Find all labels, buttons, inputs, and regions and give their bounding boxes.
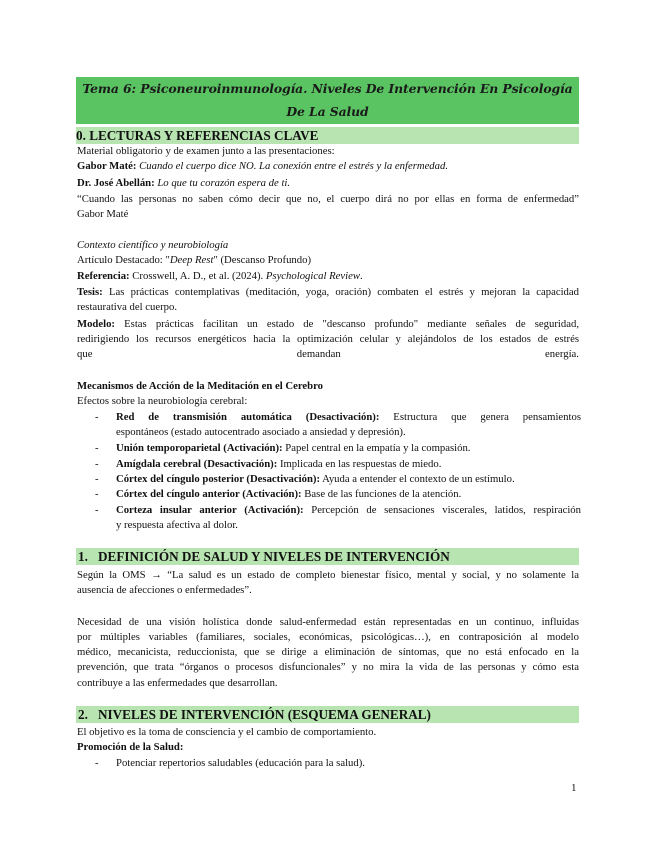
holistic-para-line-1: Necesidad de una visión holística donde salud-enfermedad están representadas en un continuo, influidas xyxy=(77,616,579,628)
promotion-heading: Promoción de la Salud: xyxy=(77,741,184,753)
materials-intro: Material obligatorio y de examen junto a las presentaciones: xyxy=(77,145,335,157)
holistic-para-line-4: prevención, que trata “órganos o procesos disfuncionales” y no mira la vida de las personas y cómo esta xyxy=(77,661,579,673)
holistic-para-line-2: por múltiples variables (familiares, sociales, económicas, psicológicas…), en contraposición al modelo xyxy=(77,631,579,643)
featured-article: Artículo Destacado: "Deep Rest" (Descanso Profundo) xyxy=(77,254,311,266)
objective-text: El objetivo es la toma de consciencia y el cambio de comportamiento. xyxy=(77,726,377,738)
reference-abellan: Dr. José Abellán: Lo que tu corazón espera de ti. xyxy=(77,177,291,189)
who-definition-line-1: Según la OMS → “La salud es un estado de completo bienestar físico, mental y social, y no solamente la xyxy=(77,569,579,581)
holistic-para-line-3: médico, mecanicista, reduccionista, que se dirige a eliminación de síntomas, que no está enfocado en la xyxy=(77,646,579,658)
model-line-3 xyxy=(77,347,579,361)
mechanisms-heading: Mecanismos de Acción de la Meditación en el Cerebro xyxy=(77,380,323,392)
model-word-demandan: demandan xyxy=(296,348,341,360)
title-line-1: Tema 6: Psiconeuroinmunología. Niveles De Intervención En Psicología xyxy=(82,81,573,96)
model-line-1: Modelo: Estas prácticas facilitan un estado de "descanso profundo" mediante señales de seguridad, xyxy=(77,318,579,330)
document-page: Tema 6: Psiconeuroinmunología. Niveles De Intervención En Psicología De La Salud 0. LECTURAS Y REFERENCIAS CLAVE Material obligatorio y de examen junto a las presentaciones: Gabor Maté: Cuando el cuerpo dice NO. La conexión entre el estrés y la enfermedad. Dr. José Abellán: Lo que tu corazón espera de ti. “Cuando las personas no saben cómo decir que no, el cuerpo dirá no por ellas en forma de enfermedad” Gabor Maté Contexto científico y neurobiología Artículo Destacado: "Deep Rest" (Descanso Profundo) Referencia: Crosswell, A. D., et al. (2024). Psychological Review. Tesis: Las prácticas contemplativas (meditación, yoga, oración) combaten el estrés y mejoran la capacidad restaurativa del cuerpo. Modelo: Estas prácticas facilitan un estado de "descanso profundo" mediante señales de seguridad, redirigiendo los recursos energéticos hacia la optimización celular y alejándolos de los estados de estrés que demandan energía. Mecanismos de Acción de la Meditación en el Cerebro Efectos sobre la neurobiología cerebral: - Red de transmisión automática (Desactivación): Estructura que genera pensamientos espontáneos (estado autocentrado asociado a ansiedad y depresión). - Unión temporoparietal (Activación): Papel central en la empatía y la compasión. - Amígdala cerebral (Desactivación): Implicada en las respuestas de miedo. - Córtex del cíngulo posterior (Desactivación): Ayuda a entender el contexto de un estímulo. - Córtex del cíngulo anterior (Activación): Base de las funciones de la atención. - Corteza insular anterior (Activación): Percepción de sensaciones viscerales, latidos, respiración y respuesta afectiva al dolor. 1. DEFINICIÓN DE SALUD Y NIVELES DE INTERVENCIÓN Según la OMS → “La salud es un estado de completo bienestar físico, mental y social, y no solamente la ausencia de afecciones o enfermedades”. Necesidad de una visión holística donde salud-enfermedad están representadas en un continuo, influidas por múltiples variables (familiares, sociales, económicas, psicológicas…), en contraposición al modelo médico, mecanicista, reduccionista, que se dirige a eliminación de síntomas, que no está enfocado en la prevención, que trata “órganos o procesos disfuncionales” y no mira la vida de las personas y cómo esta contribuye a las enfermedades que desarrollan. 2. NIVELES DE INTERVENCIÓN (ESQUEMA GENERAL) El objetivo es la toma de consciencia y el cambio de comportamiento. Promoción de la Salud: - Potenciar repertorios saludables (educación para la salud). 1 xyxy=(0,0,655,848)
document-title xyxy=(76,77,579,124)
section-2-heading: 2. NIVELES DE INTERVENCIÓN (ESQUEMA GENERAL) xyxy=(76,706,579,723)
page-number: 1 xyxy=(571,782,577,794)
model-word-energia: energía. xyxy=(545,348,579,360)
section-0-heading: 0. LECTURAS Y REFERENCIAS CLAVE xyxy=(76,127,579,144)
quote-author: Gabor Maté xyxy=(77,208,129,220)
thesis-line-2: restaurativa del cuerpo. xyxy=(77,301,177,313)
quote: “Cuando las personas no saben cómo decir que no, el cuerpo dirá no por ellas en forma de enfermedad” xyxy=(77,193,579,205)
context-heading: Contexto científico y neurobiología xyxy=(77,239,229,251)
holistic-para-line-5: contribuye a las enfermedades que desarrollan. xyxy=(77,677,278,689)
reference-mate: Gabor Maté: Cuando el cuerpo dice NO. La conexión entre el estrés y la enfermedad. xyxy=(77,160,449,172)
mechanisms-intro: Efectos sobre la neurobiología cerebral: xyxy=(77,395,248,407)
model-word-que: que xyxy=(77,348,93,360)
model-line-2: redirigiendo los recursos energéticos hacia la optimización celular y alejándolos de los estados de estrés xyxy=(77,333,579,345)
who-definition-line-2: ausencia de afecciones o enfermedades”. xyxy=(77,584,252,596)
reference-crosswell: Referencia: Crosswell, A. D., et al. (2024). Psychological Review. xyxy=(77,270,363,282)
section-1-heading: 1. DEFINICIÓN DE SALUD Y NIVELES DE INTERVENCIÓN xyxy=(76,548,579,565)
thesis-line-1: Tesis: Las prácticas contemplativas (meditación, yoga, oración) combaten el estrés y mejoran la capacidad xyxy=(77,286,579,298)
title-line-2: De La Salud xyxy=(286,104,369,119)
